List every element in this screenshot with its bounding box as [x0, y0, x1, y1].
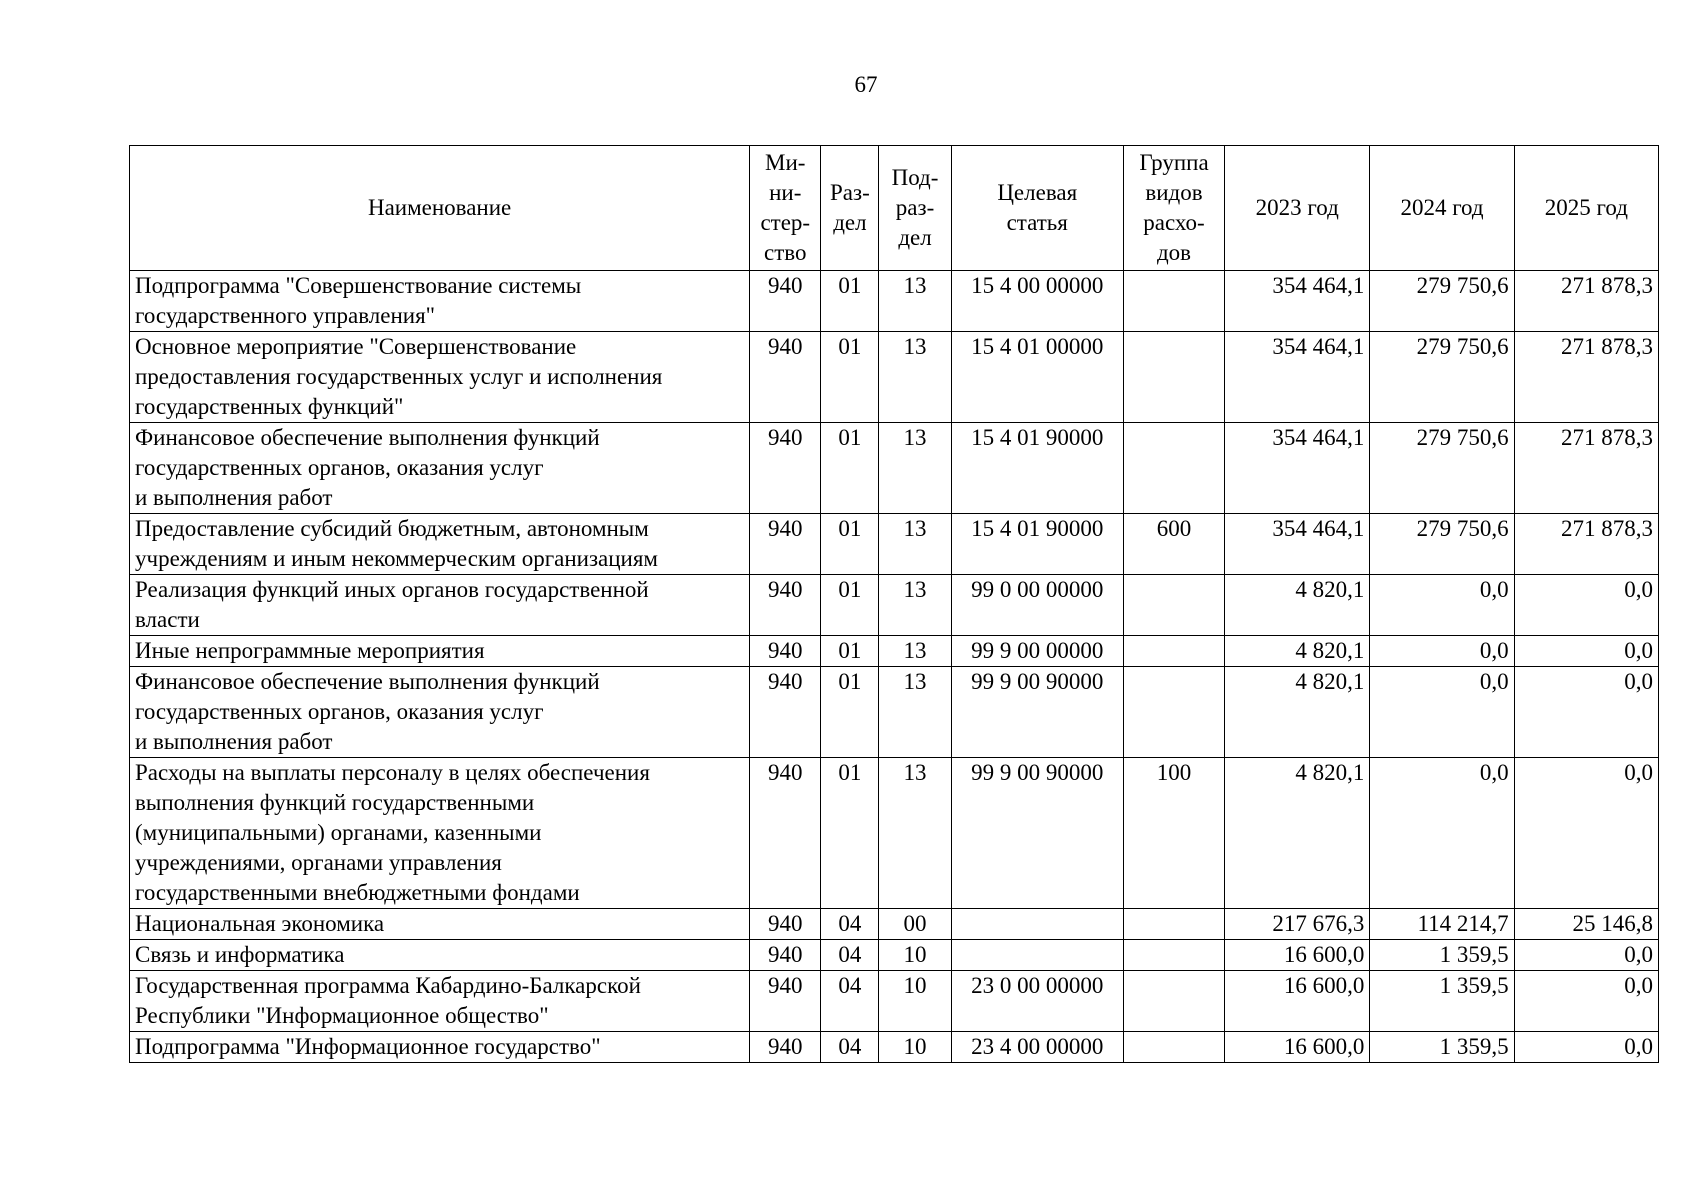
- name-line: и выполнения работ: [135, 485, 333, 510]
- name-line: учреждениям и иным некоммерческим организациям: [135, 546, 658, 571]
- header-row: [130, 146, 1659, 271]
- name-line: Реализация функций иных органов государственной: [135, 577, 649, 602]
- cell-year-2025: 0,0: [1514, 971, 1658, 1032]
- header-line: 2024 год: [1400, 195, 1484, 220]
- cell-year-2023: 16 600,0: [1225, 971, 1370, 1032]
- cell-section: 04: [821, 971, 879, 1032]
- cell-target-article: 99 9 00 90000: [951, 667, 1123, 758]
- cell-year-2024: 279 750,6: [1370, 423, 1514, 514]
- name-line: учреждениями, органами управления: [135, 850, 502, 875]
- cell-target-article: [951, 940, 1123, 971]
- cell-target-article: [951, 909, 1123, 940]
- header-subsection: [879, 146, 951, 271]
- cell-name: [130, 667, 750, 758]
- cell-section: 01: [821, 758, 879, 909]
- table-row: [130, 636, 1659, 667]
- name-line: государственных функций": [135, 394, 404, 419]
- table-row: [130, 667, 1659, 758]
- cell-year-2023: 354 464,1: [1225, 271, 1370, 332]
- cell-year-2024: 0,0: [1370, 636, 1514, 667]
- cell-year-2023: 4 820,1: [1225, 636, 1370, 667]
- header-name: [130, 146, 750, 271]
- cell-name: [130, 758, 750, 909]
- header-line: Раз-: [830, 180, 870, 205]
- header-line: ство: [764, 240, 807, 265]
- name-line: Финансовое обеспечение выполнения функций: [135, 425, 600, 450]
- cell-year-2023: 354 464,1: [1225, 423, 1370, 514]
- cell-subsection: 13: [879, 667, 951, 758]
- cell-expense-group: [1123, 575, 1224, 636]
- cell-ministry: 940: [750, 758, 821, 909]
- header-line: дов: [1156, 240, 1192, 265]
- cell-year-2025: 271 878,3: [1514, 514, 1658, 575]
- header-line: 2025 год: [1544, 195, 1628, 220]
- cell-subsection: 13: [879, 271, 951, 332]
- cell-year-2024: 1 359,5: [1370, 1032, 1514, 1063]
- header-line: раз-: [895, 195, 935, 220]
- header-line: Целевая: [997, 180, 1078, 205]
- header-line: Под-: [891, 165, 939, 190]
- cell-section: 01: [821, 514, 879, 575]
- cell-expense-group: [1123, 423, 1224, 514]
- cell-year-2024: 1 359,5: [1370, 971, 1514, 1032]
- cell-ministry: 940: [750, 271, 821, 332]
- cell-expense-group: [1123, 909, 1224, 940]
- cell-subsection: 13: [879, 636, 951, 667]
- cell-year-2025: 0,0: [1514, 636, 1658, 667]
- header-line: ни-: [769, 180, 802, 205]
- cell-ministry: 940: [750, 423, 821, 514]
- header-line: стер-: [760, 210, 811, 235]
- cell-target-article: 15 4 01 90000: [951, 423, 1123, 514]
- name-line: Подпрограмма "Информационное государство": [135, 1034, 601, 1059]
- cell-expense-group: [1123, 271, 1224, 332]
- table-row: [130, 1032, 1659, 1063]
- table-row: [130, 271, 1659, 332]
- cell-expense-group: [1123, 971, 1224, 1032]
- cell-name: [130, 514, 750, 575]
- cell-ministry: 940: [750, 940, 821, 971]
- cell-expense-group: [1123, 332, 1224, 423]
- cell-section: 01: [821, 575, 879, 636]
- name-line: Республики "Информационное общество": [135, 1003, 549, 1028]
- table-row: [130, 423, 1659, 514]
- header-target-article: [951, 146, 1123, 271]
- cell-name: [130, 1032, 750, 1063]
- name-line: (муниципальными) органами, казенными: [135, 820, 542, 845]
- cell-target-article: 15 4 00 00000: [951, 271, 1123, 332]
- cell-year-2024: 279 750,6: [1370, 332, 1514, 423]
- cell-ministry: 940: [750, 514, 821, 575]
- cell-year-2023: 4 820,1: [1225, 575, 1370, 636]
- header-line: дел: [833, 210, 867, 235]
- header-year-2025: [1514, 146, 1658, 271]
- header-section: [821, 146, 879, 271]
- cell-expense-group: 100: [1123, 758, 1224, 909]
- cell-section: 01: [821, 667, 879, 758]
- header-line: дел: [898, 225, 932, 250]
- cell-name: [130, 575, 750, 636]
- table-row: [130, 971, 1659, 1032]
- cell-subsection: 10: [879, 940, 951, 971]
- name-line: предоставления государственных услуг и исполнения: [135, 364, 663, 389]
- cell-year-2025: 271 878,3: [1514, 423, 1658, 514]
- name-line: Предоставление субсидий бюджетным, автономным: [135, 516, 649, 541]
- cell-subsection: 13: [879, 758, 951, 909]
- cell-section: 01: [821, 636, 879, 667]
- cell-year-2023: 354 464,1: [1225, 332, 1370, 423]
- cell-expense-group: [1123, 1032, 1224, 1063]
- budget-table: [129, 145, 1659, 1063]
- cell-section: 04: [821, 909, 879, 940]
- cell-year-2023: 16 600,0: [1225, 1032, 1370, 1063]
- cell-year-2025: 0,0: [1514, 575, 1658, 636]
- cell-ministry: 940: [750, 971, 821, 1032]
- cell-name: [130, 940, 750, 971]
- cell-name: [130, 332, 750, 423]
- header-line: Наименование: [367, 195, 512, 220]
- name-line: Государственная программа Кабардино-Балкарской: [135, 973, 641, 998]
- cell-year-2024: 279 750,6: [1370, 271, 1514, 332]
- cell-name: [130, 971, 750, 1032]
- cell-subsection: 13: [879, 514, 951, 575]
- cell-subsection: 10: [879, 971, 951, 1032]
- cell-name: [130, 636, 750, 667]
- cell-expense-group: [1123, 940, 1224, 971]
- cell-ministry: 940: [750, 909, 821, 940]
- name-line: государственного управления": [135, 303, 436, 328]
- name-line: и выполнения работ: [135, 729, 333, 754]
- cell-name: [130, 271, 750, 332]
- header-line: статья: [1006, 210, 1068, 235]
- table-row: [130, 940, 1659, 971]
- cell-target-article: 99 9 00 90000: [951, 758, 1123, 909]
- cell-year-2024: 0,0: [1370, 667, 1514, 758]
- cell-ministry: 940: [750, 636, 821, 667]
- name-line: Финансовое обеспечение выполнения функций: [135, 669, 600, 694]
- cell-expense-group: [1123, 667, 1224, 758]
- cell-ministry: 940: [750, 1032, 821, 1063]
- cell-subsection: 00: [879, 909, 951, 940]
- header-year-2023: [1225, 146, 1370, 271]
- cell-section: 01: [821, 332, 879, 423]
- name-line: выполнения функций государственными: [135, 790, 535, 815]
- cell-year-2024: 1 359,5: [1370, 940, 1514, 971]
- header-line: Группа: [1139, 150, 1209, 175]
- cell-expense-group: 600: [1123, 514, 1224, 575]
- cell-year-2024: 0,0: [1370, 575, 1514, 636]
- cell-year-2023: 354 464,1: [1225, 514, 1370, 575]
- cell-year-2024: 114 214,7: [1370, 909, 1514, 940]
- name-line: государственных органов, оказания услуг: [135, 699, 544, 724]
- name-line: Расходы на выплаты персоналу в целях обеспечения: [135, 760, 650, 785]
- cell-year-2023: 16 600,0: [1225, 940, 1370, 971]
- name-line: власти: [135, 607, 200, 632]
- cell-ministry: 940: [750, 575, 821, 636]
- cell-target-article: 23 4 00 00000: [951, 1032, 1123, 1063]
- header-line: расхо-: [1143, 210, 1205, 235]
- name-line: Национальная экономика: [135, 911, 385, 936]
- cell-section: 04: [821, 1032, 879, 1063]
- cell-year-2025: 0,0: [1514, 758, 1658, 909]
- header-line: видов: [1145, 180, 1203, 205]
- table-row: [130, 909, 1659, 940]
- header-line: Ми-: [765, 150, 806, 175]
- cell-target-article: 99 9 00 00000: [951, 636, 1123, 667]
- table-row: [130, 575, 1659, 636]
- cell-year-2024: 279 750,6: [1370, 514, 1514, 575]
- cell-subsection: 13: [879, 575, 951, 636]
- name-line: Основное мероприятие "Совершенствование: [135, 334, 577, 359]
- cell-subsection: 13: [879, 423, 951, 514]
- cell-ministry: 940: [750, 332, 821, 423]
- cell-year-2023: 4 820,1: [1225, 758, 1370, 909]
- cell-target-article: 99 0 00 00000: [951, 575, 1123, 636]
- cell-target-article: 23 0 00 00000: [951, 971, 1123, 1032]
- cell-name: [130, 909, 750, 940]
- header-expense-group: [1123, 146, 1224, 271]
- cell-year-2025: 0,0: [1514, 940, 1658, 971]
- header-line: 2023 год: [1255, 195, 1339, 220]
- cell-expense-group: [1123, 636, 1224, 667]
- cell-section: 01: [821, 423, 879, 514]
- cell-year-2024: 0,0: [1370, 758, 1514, 909]
- table-row: [130, 332, 1659, 423]
- name-line: Иные непрограммные мероприятия: [135, 638, 485, 663]
- table-row: [130, 514, 1659, 575]
- cell-section: 04: [821, 940, 879, 971]
- cell-year-2025: 25 146,8: [1514, 909, 1658, 940]
- cell-year-2025: 271 878,3: [1514, 271, 1658, 332]
- table-row: [130, 758, 1659, 909]
- cell-subsection: 13: [879, 332, 951, 423]
- cell-year-2023: 4 820,1: [1225, 667, 1370, 758]
- table-body: [130, 271, 1659, 1063]
- header-year-2024: [1370, 146, 1514, 271]
- name-line: Подпрограмма "Совершенствование системы: [135, 273, 582, 298]
- name-line: Связь и информатика: [135, 942, 345, 967]
- cell-subsection: 10: [879, 1032, 951, 1063]
- header-ministry: [750, 146, 821, 271]
- cell-target-article: 15 4 01 90000: [951, 514, 1123, 575]
- name-line: государственных органов, оказания услуг: [135, 455, 544, 480]
- cell-year-2025: 0,0: [1514, 667, 1658, 758]
- name-line: государственными внебюджетными фондами: [135, 880, 580, 905]
- cell-name: [130, 423, 750, 514]
- cell-year-2023: 217 676,3: [1225, 909, 1370, 940]
- cell-target-article: 15 4 01 00000: [951, 332, 1123, 423]
- cell-year-2025: 0,0: [1514, 1032, 1658, 1063]
- page-number: 67: [854, 72, 878, 97]
- cell-ministry: 940: [750, 667, 821, 758]
- cell-year-2025: 271 878,3: [1514, 332, 1658, 423]
- cell-section: 01: [821, 271, 879, 332]
